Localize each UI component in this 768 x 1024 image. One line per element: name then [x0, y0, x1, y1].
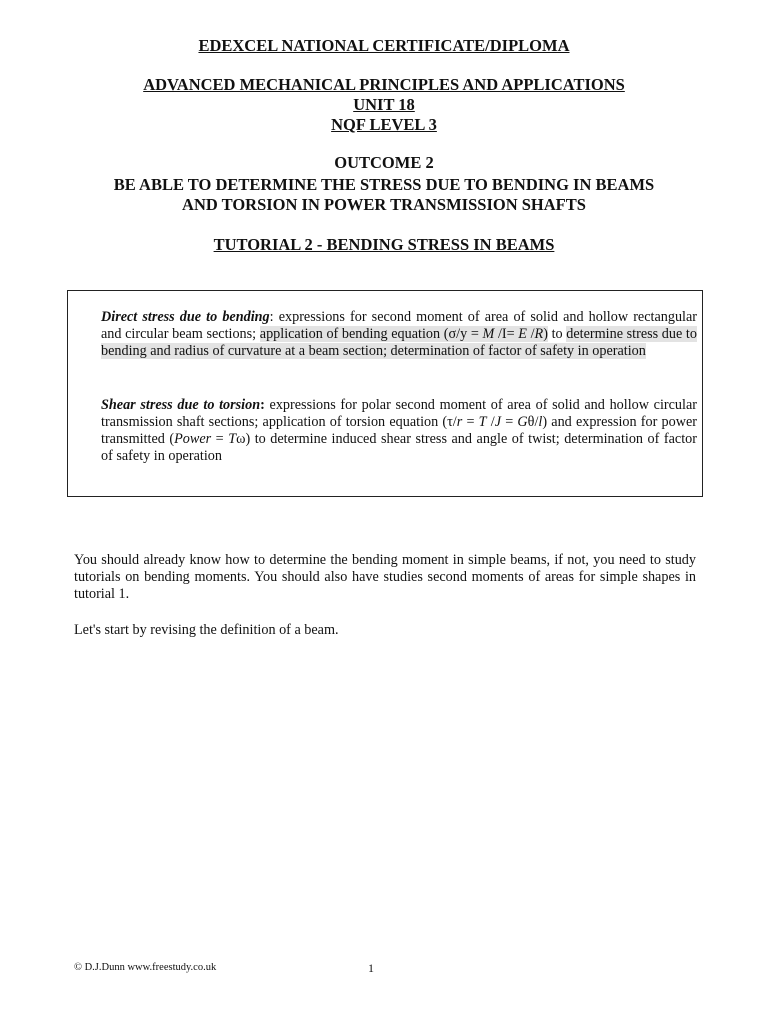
torsion-criteria-paragraph: Shear stress due to torsion: expressions for polar second moment of area of solid and hollow circular transmission shaft sections; application of torsion equation (τ/r = T /J = Gθ/l) and expression for power transmitted (Power = Tω) to determine induced shear stress and angle of twist; determination of factor of safety in operation [101, 397, 697, 464]
highlighted-text: determine stress due to bending and radius of curvature at a beam section; determination of factor of safety in operation [101, 326, 697, 359]
outcome-description-line-2: AND TORSION IN POWER TRANSMISSION SHAFTS [182, 195, 586, 214]
outcome-criteria-box [67, 290, 703, 497]
footer-copyright: © D.J.Dunn www.freestudy.co.uk [74, 962, 217, 973]
page-number: 1 [368, 961, 374, 975]
nqf-level: NQF LEVEL 3 [331, 115, 437, 134]
outcome-description-line-1: BE ABLE TO DETERMINE THE STRESS DUE TO BENDING IN BEAMS [113, 175, 655, 194]
beam-definition-lead: Let's start by revising the definition of a beam. [74, 622, 339, 638]
bending-heading: Direct stress due to bending [101, 309, 270, 325]
unit-title: ADVANCED MECHANICAL PRINCIPLES AND APPLICATIONS [143, 75, 625, 94]
highlighted-text: application of bending equation (σ/y = M /I= E /R) [259, 326, 548, 342]
intro-paragraph: You should already know how to determine the bending moment in simple beams, if not, you need to study tutorials on bending moments. You should also have studies second moments of areas for simple shapes in tutorial 1. [74, 552, 696, 602]
outcome-heading: OUTCOME 2 [334, 153, 434, 172]
course-title: EDEXCEL NATIONAL CERTIFICATE/DIPLOMA [198, 36, 570, 55]
bending-criteria-paragraph: Direct stress due to bending: expressions for second moment of area of solid and hollow rectangular and circular beam sections; application of bending equation (σ/y = M /I= E /R) to determine stress due to bending and radius of curvature at a beam section; determination of factor of safety in operation [101, 309, 697, 359]
torsion-heading: Shear stress due to torsion [101, 397, 261, 413]
tutorial-title: TUTORIAL 2 - BENDING STRESS IN BEAMS [213, 235, 555, 254]
unit-number: UNIT 18 [353, 95, 415, 114]
